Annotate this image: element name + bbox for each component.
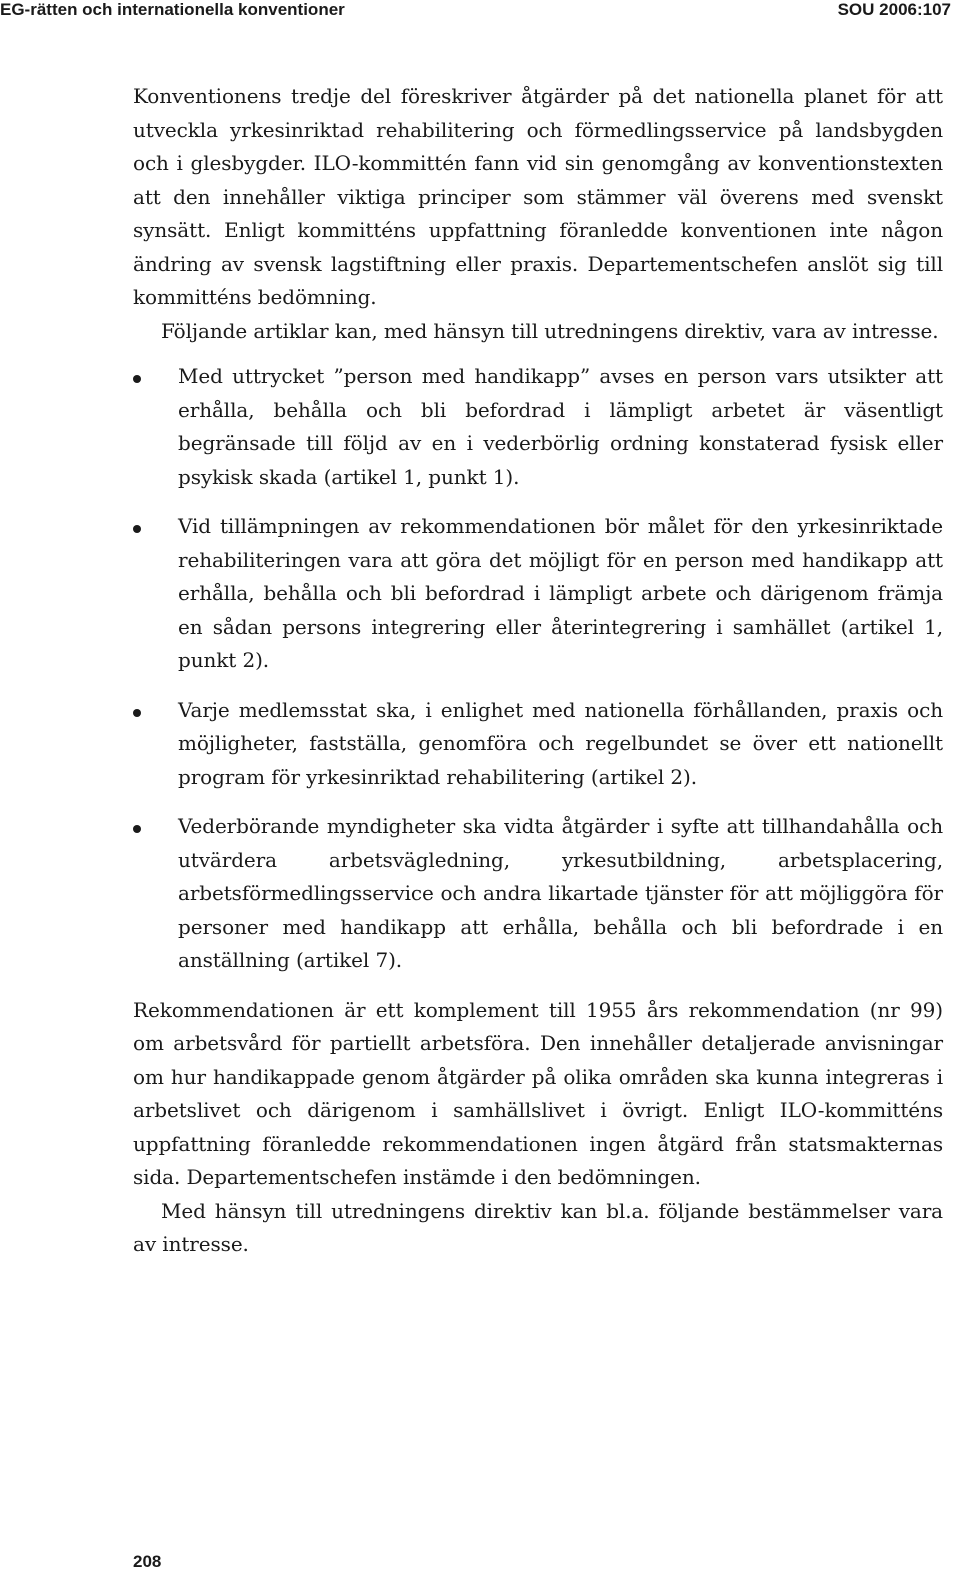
bullet-icon: [133, 375, 141, 383]
list-item-text: Vederbörande myndigheter ska vidta åtgärder i syfte att tillhandahålla och utvärdera arbetsvägledning, yrkesutbildning, arbetsplacering, arbetsförmedlingsservice och andra likartade tjänster för att möjliggöra för personer med handikapp att erhålla, behålla och bli befordrade i en anställning (artikel 7).: [178, 814, 943, 972]
paragraph-convention-part-three: Konventionens tredje del föreskriver åtgärder på det nationella planet för att utveckla yrkesinriktad rehabilitering och förmedlingsservice på landsbygden och i glesbygder. ILO-kommittén fann vid sin genomgång av konventionstexten att den innehåller viktiga principer som stämmer väl överens med svenskt synsätt. Enligt kommitténs uppfattning föranledde konventionen inte någon ändring av svensk lagstiftning eller praxis. Departementschefen anslöt sig till kommitténs bedömning.: [133, 84, 943, 309]
article-bullet-list: [133, 360, 943, 978]
list-item: [133, 810, 943, 978]
bullet-icon: [133, 525, 141, 533]
page-number: 208: [133, 1552, 162, 1571]
list-item-text: Med uttrycket ”person med handikapp” avses en person vars utsikter att erhålla, behålla och bli befordrad i lämpligt arbetet är väsentligt begränsade till följd av en i vederbörlig ordning konstaterad fysisk eller psykisk skada (artikel 1, punkt 1).: [178, 364, 943, 489]
main-text: [133, 80, 943, 1262]
header-report-number: SOU 2006:107: [837, 0, 951, 19]
list-item: [133, 360, 943, 494]
list-item: [133, 694, 943, 795]
bullet-icon: [133, 709, 141, 717]
list-item-text: Varje medlemsstat ska, i enlighet med nationella förhållanden, praxis och möjligheter, fastställa, genomföra och regelbundet se över ett nationellt program för yrkesinriktad rehabilitering (artikel 2).: [178, 697, 943, 789]
paragraph-recommendation: Rekommendationen är ett komplement till 1955 års rekommendation (nr 99) om arbetsvård för partiellt arbetsföra. Den innehåller detaljerade anvisningar om hur handikappade genom åtgärder på olika områden ska kunna integreras i arbetslivet och därigenom i samhällslivet i övrigt. Enligt ILO-kommitténs uppfattning föranledde rekommendationen ingen åtgärd från statsmakternas sida. Departementschefen instämde i den bedömningen.: [133, 997, 943, 1189]
paragraph-provisions-intro: Med hänsyn till utredningens direktiv kan bl.a. följande bestämmelser vara av intresse.: [133, 1198, 943, 1256]
header-title: EG-rätten och internationella konventioner: [0, 0, 345, 19]
list-item: [133, 510, 943, 678]
bullet-icon: [133, 825, 141, 833]
paragraph-articles-intro: Följande artiklar kan, med hänsyn till utredningens direktiv, vara av intresse.: [161, 318, 939, 343]
running-header: [0, 0, 951, 30]
list-item-text: Vid tillämpningen av rekommendationen bör målet för den yrkesinriktade rehabiliteringen vara att göra det möjligt för en person med handikapp att erhålla, behålla och bli befordrad i lämpligt arbete och därigenom främja en sådan persons integrering eller återintegrering i samhället (artikel 1, punkt 2).: [178, 514, 943, 672]
